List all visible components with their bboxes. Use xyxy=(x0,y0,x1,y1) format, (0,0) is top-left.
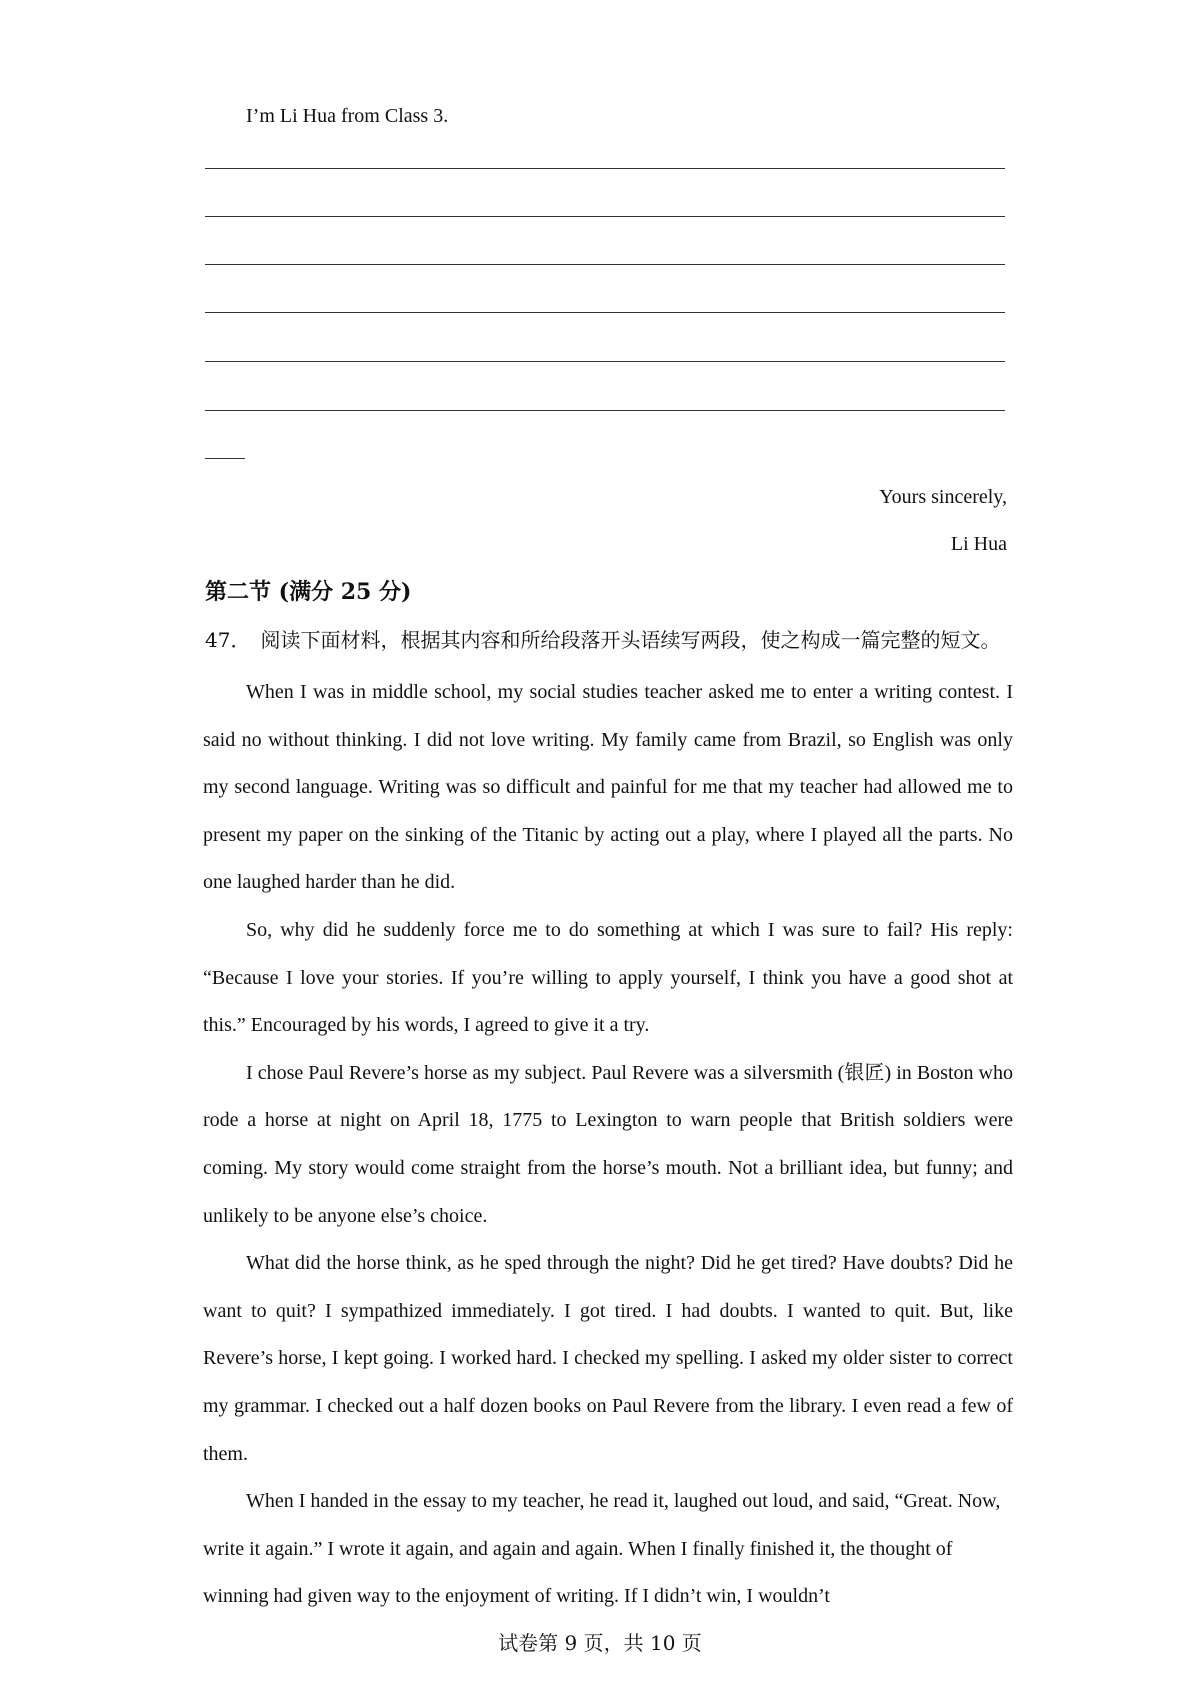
passage-paragraph: When I was in middle school, my social studies teacher asked me to enter a writing contest. I said no without thinking. I did not love writing. My family came from Brazil, so English was only my second language. Writing was so difficult and painful for me that my teacher had allowed me to present my paper on the sinking of the Titanic by acting out a play, where I played all the parts. No one laughed harder than he did. xyxy=(203,681,1013,894)
answer-line-end xyxy=(205,458,245,459)
answer-line xyxy=(205,264,1005,265)
letter-closing: Yours sincerely, xyxy=(879,486,1007,508)
answer-line xyxy=(205,361,1005,362)
answer-line xyxy=(205,410,1005,411)
passage-paragraph: So, why did he suddenly force me to do something at which I was sure to fail? His reply: “Because I love your stories. If you’re willing to apply yourself, I think you have a good shot at this.” Encouraged by his words, I agreed to give it a try. xyxy=(203,918,1013,1037)
answer-line xyxy=(205,216,1005,217)
passage-paragraph: I chose Paul Revere’s horse as my subject. Paul Revere was a silversmith (银匠) in Boston who rode a horse at night on April 18, 1775 to Lexington to warn people that British soldiers were coming. My story would come straight from the horse’s mouth. Not a brilliant idea, but funny; and unlikely to be anyone else’s choice. xyxy=(203,1061,1013,1227)
passage-paragraph: When I handed in the essay to my teacher, he read it, laughed out loud, and said, “Great. Now, write it again.” I wrote it again, and again and again. When I finally finished it, the thought of winning had given way to the enjoyment of writing. If I didn’t win, I wouldn’t xyxy=(203,1490,1001,1608)
question-instruction: 阅读下面材料，根据其内容和所给段落开头语续写两段，使之构成一篇完整的短文。 xyxy=(260,628,1001,652)
section-title: 第二节 (满分 25 分) xyxy=(205,579,412,605)
answer-line xyxy=(205,168,1005,169)
answer-line xyxy=(205,312,1005,313)
passage-paragraph: What did the horse think, as he sped through the night? Did he get tired? Have doubts? Did he want to quit? I sympathized immediately. I got tired. I had doubts. I wanted to quit. But, like Revere’s horse, I kept going. I worked hard. I checked my spelling. I asked my older sister to correct my grammar. I checked out a half dozen books on Paul Revere from the library. I even read a few of them. xyxy=(203,1252,1013,1465)
letter-signature: Li Hua xyxy=(950,533,1007,555)
letter-greeting: I’m Li Hua from Class 3. xyxy=(246,105,449,127)
question-47 xyxy=(205,622,1025,658)
question-number: 47． xyxy=(205,628,251,652)
reading-passage xyxy=(203,669,1013,1621)
page-footer: 试卷第 9 页，共 10 页 xyxy=(498,1631,702,1655)
